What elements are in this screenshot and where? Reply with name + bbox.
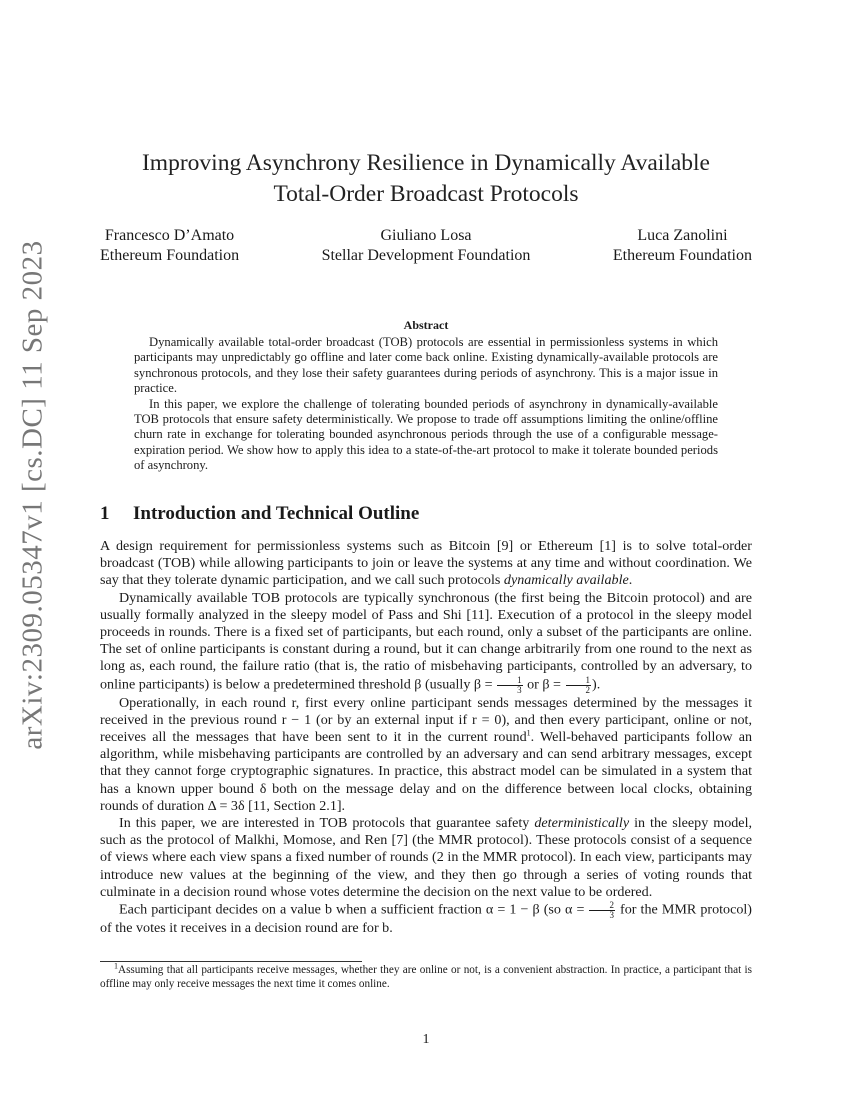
paragraph-3: Operationally, in each round r, first every online participant sends messages determined by the messages it received in the previous round r − 1 (or by an external input if r = 0), and then every participant, online or not, receives all the messages that have been sent to it in the current round$^1$. Well-behaved participants follow an algorithm, while misbehaving participants are controlled by an adversary and can send arbitrary messages, except that they cannot forge cryptographic signatures. In practice, this abstract model can be simulated in a system that has a known upper bound δ both on the message delay and on the difference between local clocks, obtaining rounds of duration Δ = 3δ [11, Section 2.1]. [100, 694, 752, 814]
author-affiliation: Ethereum Foundation [100, 247, 240, 264]
page-number: 1 [422, 1032, 430, 1047]
abstract-paragraph-1: Dynamically available total-order broadcast (TOB) protocols are essential in permissionless systems in which participants may unpredictably go offline and later come back online. Existing dynamically-available protocols are synchronous protocols, and they lose their safety guarantees during periods of asynchrony. This is a major issue in practice. [134, 335, 718, 396]
title-line-1: Improving Asynchrony Resilience in Dynamically Available [141, 150, 710, 176]
footnote-ref[interactable]: 1 [526, 728, 531, 738]
abstract [134, 335, 718, 474]
author-affiliation: Ethereum Foundation [612, 247, 752, 264]
footnote-mark: 1 [114, 961, 118, 971]
section-number: 1 [100, 503, 110, 524]
paragraph-1: A design requirement for permissionless systems such as Bitcoin [9] or Ethereum [1] is to solve total-order broadcast (TOB) while allowing participants to join or leave the systems at any time and without coordination. We say that they tolerate dynamic participation, and we call such protocols dynamically available. [100, 538, 752, 589]
author-affiliation: Stellar Development Foundation [321, 247, 531, 264]
arxiv-stamp [6, 240, 60, 750]
author-name: Francesco D’Amato [104, 227, 235, 244]
section-heading [100, 503, 419, 525]
fraction: $\frac{1}{2}$ [566, 676, 592, 695]
body-text [100, 538, 752, 937]
author-block [100, 226, 752, 266]
section-title: Introduction and Technical Outline [133, 503, 420, 524]
abstract-paragraph-2: In this paper, we explore the challenge of tolerating bounded periods of asynchrony in dynamically-available TOB protocols that ensure safety deterministically. We propose to trade off assumptions limiting the online/offline churn rate in exchange for tolerating bounded asynchronous periods through the use of a configurable message-expiration period. We show how to apply this idea to a state-of-the-art protocol to make it tolerate bounded periods of asynchrony. [134, 396, 718, 473]
footnote [100, 961, 752, 991]
footnote-text: Assuming that all participants receive messages, whether they are online or not, is a convenient abstraction. In practice, a participant that is offline may only receive messages the next time it comes online. [100, 964, 752, 990]
author-name: Giuliano Losa [380, 227, 472, 244]
emphasis: deterministically [534, 815, 630, 832]
author-1 [100, 226, 239, 266]
arxiv-stamp-text: arXiv:2309.05347v1 [cs.DC] 11 Sep 2023 [16, 240, 49, 750]
footnote-rule [100, 961, 362, 962]
author-2 [322, 226, 531, 266]
paragraph-2: Dynamically available TOB protocols are typically synchronous (the first being the Bitcoin protocol) and are usually formally analyzed in the sleepy model of Pass and Shi [11]. Execution of a protocol in the sleepy model proceeds in rounds. There is a fixed set of participants, but each round, only a subset of the participants are online. The set of online participants is constant during a round, but it can change arbitrarily from one round to the next as long as, each round, the failure ratio (that is, the ratio of misbehaving participants, controlled by an adversary, to online participants) is below a predetermined threshold β (usually β = $\frac{1}{3}$ or β = $\frac{1}{2}$ ). [100, 589, 752, 695]
fraction: $\frac{1}{3}$ [497, 676, 523, 695]
paragraph-4: In this paper, we are interested in TOB protocols that guarantee safety deterministically in the sleepy model, such as the protocol of Malkhi, Momose, and Ren [7] (the MMR protocol). These protocols consist of a sequence of views where each view spans a fixed number of rounds (2 in the MMR protocol). In each view, participants may introduce new values at the beginning of the view, and they then go through a series of voting rounds that culminate in a decision round whose votes determine the decision on the next value to be ordered. [100, 815, 753, 900]
author-name: Luca Zanolini [637, 227, 728, 244]
paper-title [100, 148, 752, 210]
abstract-heading: Abstract [403, 318, 449, 332]
emphasis: dynamically available [503, 572, 629, 589]
fraction: $\frac{2}{3}$ [589, 901, 615, 920]
author-3 [613, 226, 752, 266]
paragraph-5: Each participant decides on a value b when a sufficient fraction α = 1 − β (so α = $\frac{2}{3}$ for the MMR protocol) of the votes it receives in a decision round are for b. [100, 900, 753, 937]
title-line-2: Total-Order Broadcast Protocols [273, 181, 579, 207]
